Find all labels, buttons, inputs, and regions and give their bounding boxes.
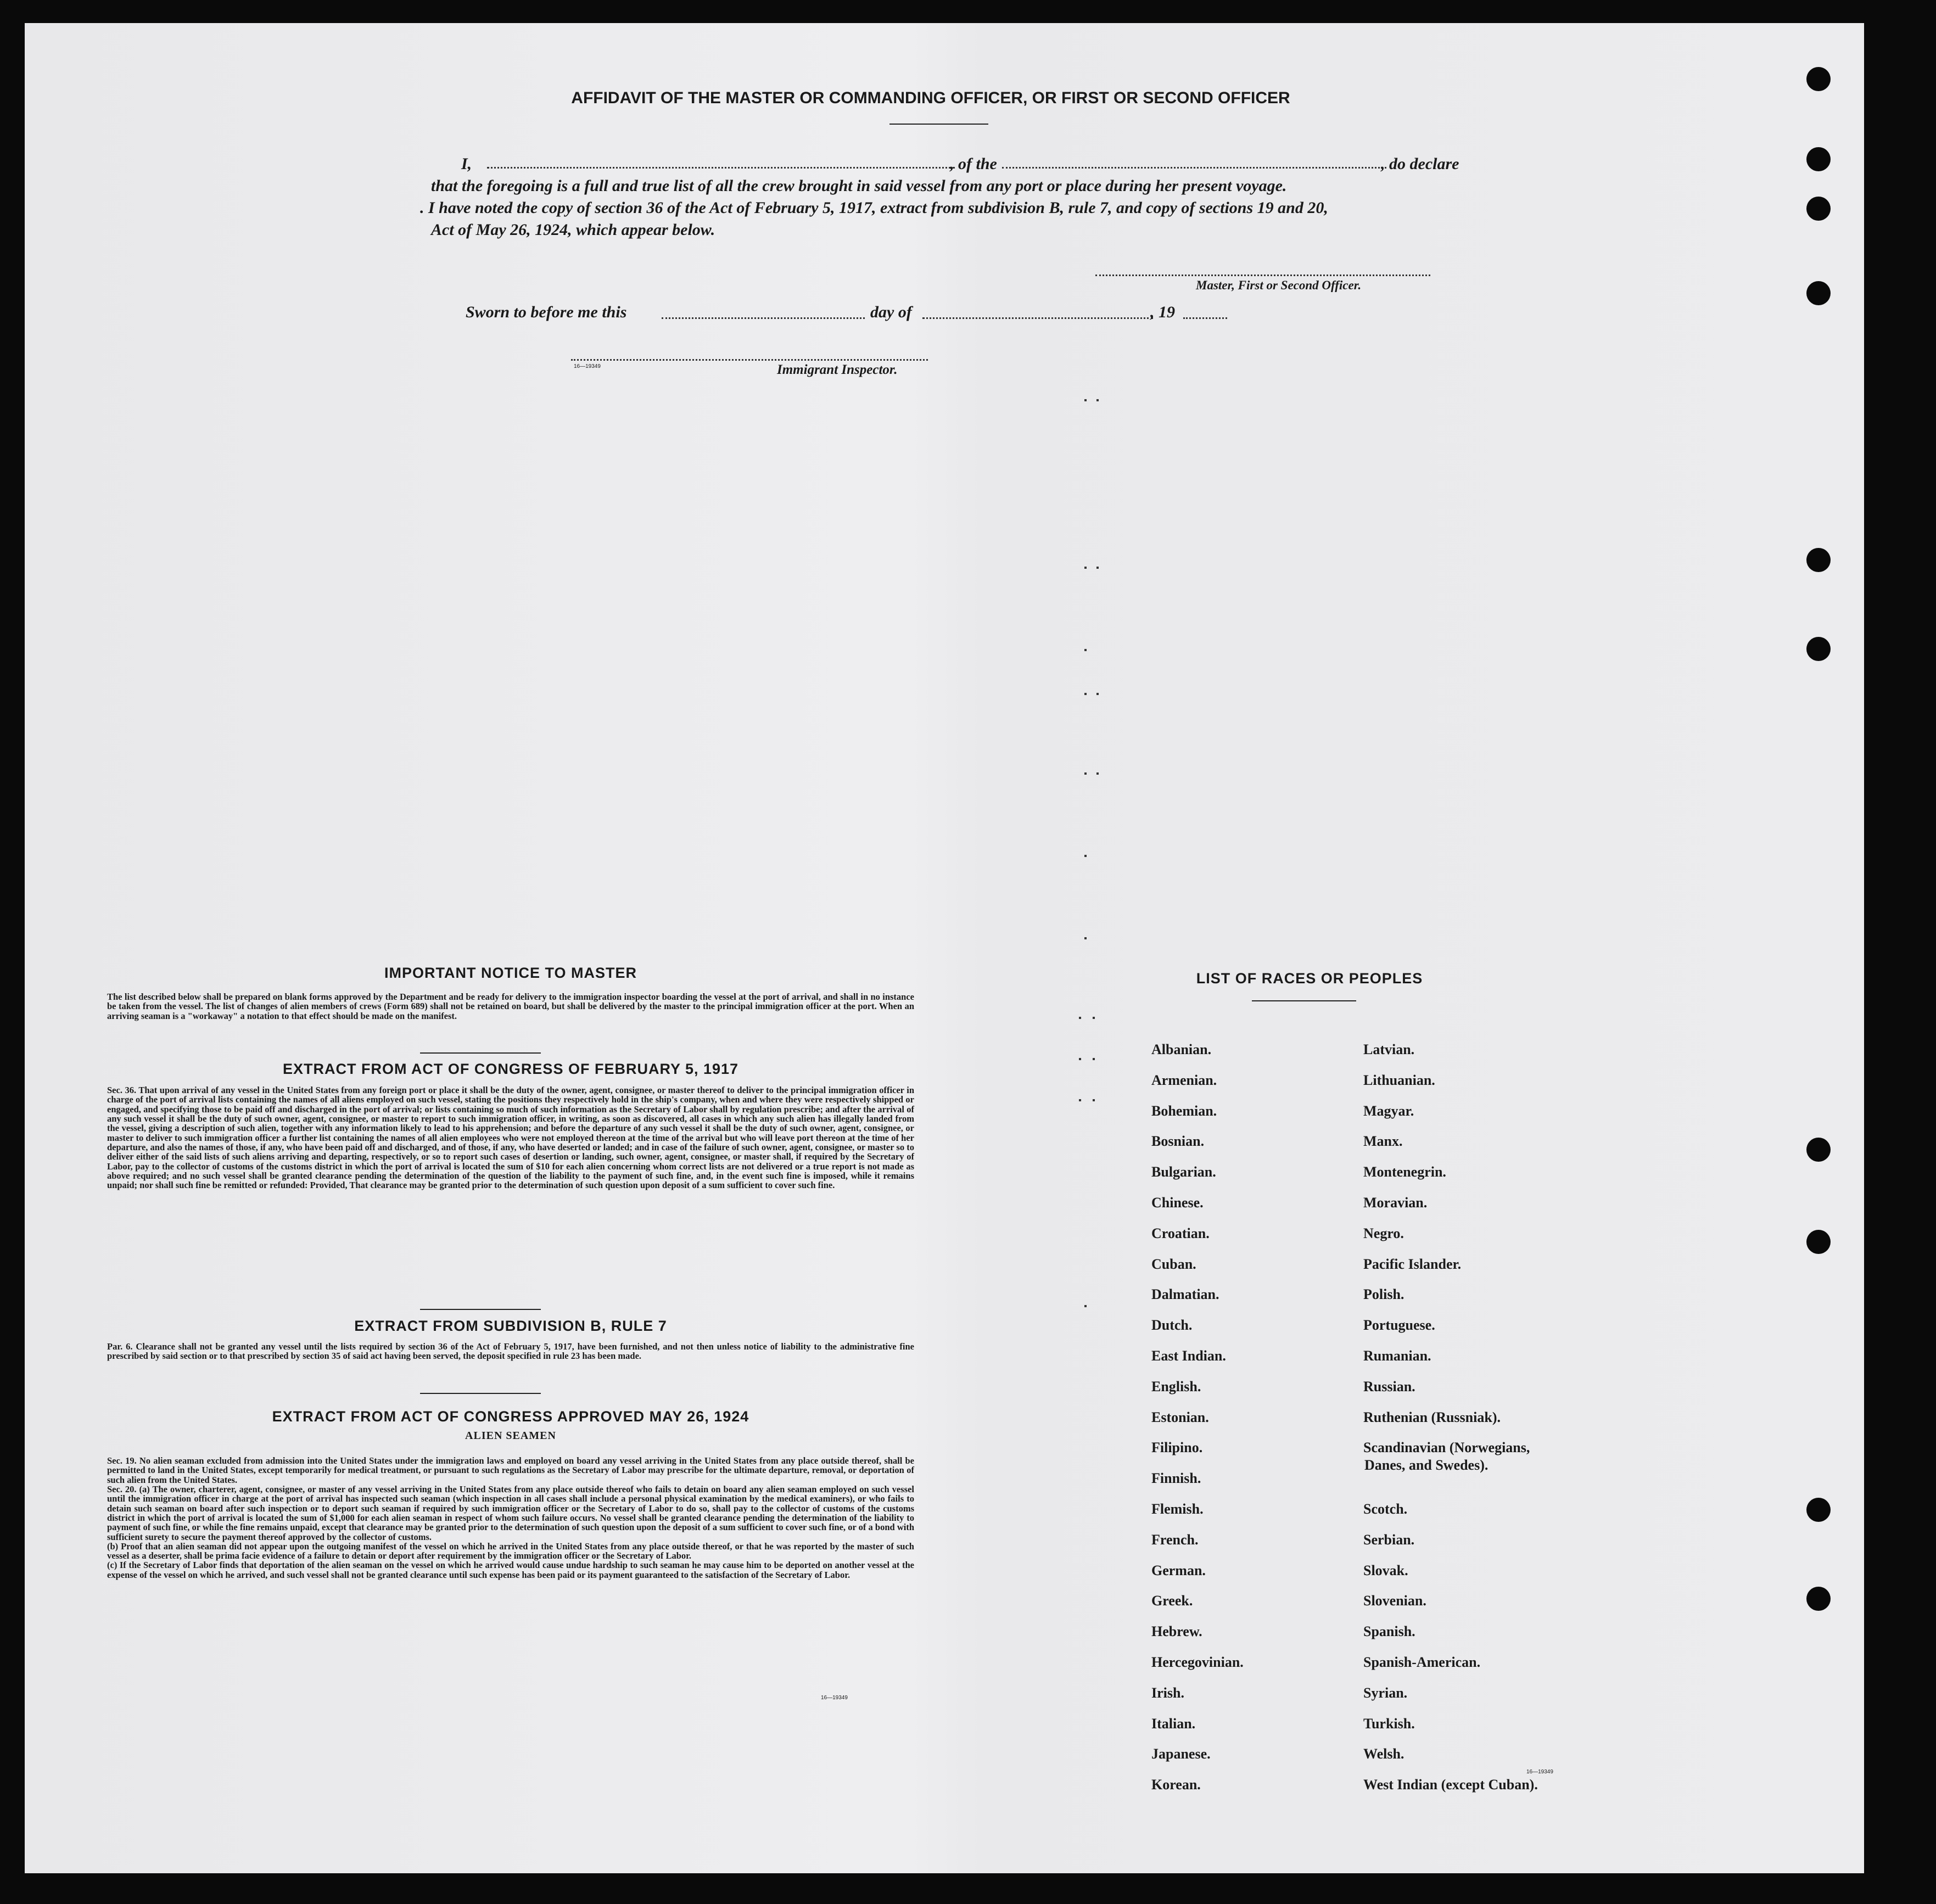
race-item: Welsh. xyxy=(1363,1746,1405,1762)
fold-mark xyxy=(1096,772,1099,775)
section-20a-text: Sec. 20. (a) The owner, charterer, agent, consignee, or master of any vessel arriving in the United States from any place outside thereof who fails to detain on board any alien seaman employed on such vessel until the immigration officer in charge at the port of arrival has inspected such seaman (which inspection in all cases shall include a personal physical examination by the medical examiners), or who fails to detain such seaman on board after such inspection or to deport such seaman if required by such immigration officer or the Secretary of Labor to do so, shall pay to the collector of customs of the customs district in which the port of arrival is located the sum of $1,000 for each alien seaman in respect of whom such failure occurs. No vessel shall be granted clearance pending the determination of the liability to payment of such fine, or while the fine remains unpaid, except that clearance may be granted prior to the determination of such question upon the deposit of a sum sufficient to cover such fine, or of a bond with sufficient surety to secure the payment thereof approved by the collector of customs. xyxy=(107,1483,914,1542)
notice-body xyxy=(107,992,914,1021)
race-item: Lithuanian. xyxy=(1363,1072,1435,1088)
affidavit-line2: that the foregoing is a full and true list of all the crew brought in said vessel from any port or place during her present voyage. xyxy=(431,177,1287,195)
race-item: Scotch. xyxy=(1363,1501,1408,1517)
races-section xyxy=(1145,970,1474,987)
notice-title: IMPORTANT NOTICE TO MASTER xyxy=(384,965,637,981)
inspector-label: Immigrant Inspector. xyxy=(777,362,898,377)
race-item: Spanish-American. xyxy=(1363,1654,1481,1670)
race-item: French. xyxy=(1151,1532,1199,1548)
punch-hole xyxy=(1806,1587,1831,1611)
punch-hole xyxy=(1806,197,1831,221)
fold-mark xyxy=(1096,567,1099,569)
race-item: Croatian. xyxy=(1151,1225,1210,1241)
fold-mark xyxy=(1093,1058,1095,1060)
sworn-label: Sworn to before me this xyxy=(466,303,627,321)
race-item: Dutch. xyxy=(1151,1317,1193,1333)
officer-label: Master, First or Second Officer. xyxy=(1196,278,1362,292)
race-item: Estonian. xyxy=(1151,1409,1209,1425)
section-20b-text: (b) Proof that an alien seaman did not appear upon the outgoing manifest of the vessel on which he arrived in the United States from any place outside thereof, or that he was reported by the master of such vessel as a deserter, shall be prima facie evidence of a failure to detain or deport after requirement by the immigration officer or the Secretary of Labor. xyxy=(107,1541,914,1561)
extract-1924-body xyxy=(107,1456,914,1580)
notice-text: The list described below shall be prepared on blank forms approved by the Department and be ready for delivery to the immigration inspector boarding the vessel at the port of arrival, and shall in no instance be taken from the vessel. The list of changes of alien members of crews (Form 689) shall not be retained on board, but shall be delivered by the master to the principal immigration officer at the port. When an arriving seaman is a "workaway" a notation to that effect should be made on the manifest. xyxy=(107,992,914,1021)
divider-3 xyxy=(420,1393,541,1394)
affidavit-line3: . I have noted the copy of section 36 of the Act of February 5, 1917, extract from subdivision B, rule 7, and copy of sections 19 and 20, xyxy=(420,199,1328,217)
fold-mark xyxy=(1079,1017,1081,1019)
extract-1917-text: Sec. 36. That upon arrival of any vessel in the United States from any foreign port or place it shall be the duty of the owner, agent, consignee, or master thereof to deliver to the principal immigration officer in charge of the port of arrival lists containing the names of all aliens employed on such vessel, stating the positions they respectively hold in the ship's company, when and where they were respectively shipped or engaged, and specifying those to be paid off and discharged in the port of arrival; or lists containing so much of such information as the Secretary of Labor shall by regulation prescribe; and after the arrival of any such vessel it shall be the duty of such owner, agent, consignee, or master to report to such immigration officer, in writing, as soon as discovered, all cases in which any such alien has illegally landed from the vessel, giving a description of such alien, together with any information likely to lead to his apprehension; and before the departure of any such vessel it shall be the duty of such owner, agent, consignee, or master to deliver to such immigration officer a further list containing the names of all alien employees who were not employed thereon at the time of the arrival but who will leave port thereon at the time of her departure, and also the names of those, if any, who have been paid off and discharged, and of those, if any, who have deserted or landed; and in case of the failure of such owner, agent, consignee, or master so to deliver either of the said lists of such aliens arriving and departing, respectively, or so to report such cases of desertion or landing, such owner, agent, consignee, or master shall, if required by the Secretary of Labor, pay to the collector of customs of the customs district in which the port of arrival is located the sum of $10 for each alien concerning whom correct lists are not delivered or a true report is not made as above required; and no such vessel shall be granted clearance pending the determination of the question of the liability to the payment of such fine, and, in the event such fine is imposed, while it remains unpaid; nor shall such fine be remitted or refunded: Provided, That clearance may be granted prior to the determination of such question upon deposit of a sum sufficient to cover such fine. xyxy=(107,1085,914,1191)
name-blank[interactable] xyxy=(487,167,955,169)
punch-hole xyxy=(1806,548,1831,572)
race-item: Scandinavian (Norwegians, xyxy=(1363,1440,1530,1455)
extract-1924-section xyxy=(107,1408,914,1442)
races-title: LIST OF RACES OR PEOPLES xyxy=(1196,970,1423,987)
race-item: Irish. xyxy=(1151,1685,1184,1701)
fold-mark xyxy=(1084,855,1087,857)
race-item: Hebrew. xyxy=(1151,1623,1202,1639)
race-item: Magyar. xyxy=(1363,1103,1414,1119)
race-item: Dalmatian. xyxy=(1151,1286,1219,1302)
fold-mark xyxy=(1084,693,1087,695)
rule7-section xyxy=(107,1318,914,1335)
of-the-label: , of the xyxy=(950,155,997,173)
race-item: West Indian (except Cuban). xyxy=(1363,1777,1538,1793)
race-item: English. xyxy=(1151,1379,1201,1395)
race-item: Greek. xyxy=(1151,1593,1193,1609)
race-item: Moravian. xyxy=(1363,1195,1428,1211)
race-item: Latvian. xyxy=(1363,1041,1415,1057)
punch-hole xyxy=(1806,1498,1831,1522)
fold-mark xyxy=(1084,649,1087,651)
section-20c-text: (c) If the Secretary of Labor finds that deportation of the alien seaman on the vessel on which he arrived would cause undue hardship to such seaman he may cause him to be deported on another vessel at the expense of the vessel on which he arrived, and such vessel shall not be granted clearance until such expense has been paid or its payment guaranteed to the satisfaction of the Secretary of Labor. xyxy=(107,1560,914,1580)
fold-mark xyxy=(1093,1017,1095,1019)
race-item: Pacific Islander. xyxy=(1363,1256,1462,1272)
fold-mark xyxy=(1096,399,1099,401)
affidavit-line4: Act of May 26, 1924, which appear below. xyxy=(431,221,715,239)
race-item: Italian. xyxy=(1151,1716,1196,1732)
officer-signature-blank[interactable] xyxy=(1095,275,1430,276)
race-item: Spanish. xyxy=(1363,1623,1415,1639)
day-of-label: day of xyxy=(870,303,912,321)
punch-hole xyxy=(1806,147,1831,171)
race-item: Portuguese. xyxy=(1363,1317,1435,1333)
race-item: Manx. xyxy=(1363,1133,1403,1149)
race-item: Negro. xyxy=(1363,1225,1404,1241)
extract-1917-body xyxy=(107,1085,914,1190)
notice-section xyxy=(107,965,914,982)
year-label: , 19 xyxy=(1150,303,1175,321)
race-item: Ruthenian (Russniak). xyxy=(1363,1409,1501,1425)
race-item: Polish. xyxy=(1363,1286,1405,1302)
rule7-body xyxy=(107,1342,914,1361)
race-item: Russian. xyxy=(1363,1379,1415,1395)
fold-mark xyxy=(1079,1058,1081,1060)
fold-mark xyxy=(1093,1099,1095,1101)
inspector-signature-blank[interactable] xyxy=(571,359,928,361)
fold-mark xyxy=(1084,937,1087,939)
race-item: Hercegovinian. xyxy=(1151,1654,1244,1670)
extract-1917-section xyxy=(107,1061,914,1078)
extract-1917-title: EXTRACT FROM ACT OF CONGRESS OF FEBRUARY 5, 1917 xyxy=(282,1061,739,1077)
race-item: Bulgarian. xyxy=(1151,1164,1216,1180)
extract-1924-subtitle: ALIEN SEAMEN xyxy=(465,1430,556,1442)
race-item: Chinese. xyxy=(1151,1195,1204,1211)
race-item: Bosnian. xyxy=(1151,1133,1205,1149)
race-item: German. xyxy=(1151,1563,1206,1578)
year-blank[interactable] xyxy=(1183,317,1227,319)
race-item: Albanian. xyxy=(1151,1041,1212,1057)
i-label: I, xyxy=(461,155,472,173)
section-19-text: Sec. 19. No alien seaman excluded from admission into the United States under the immigration laws and employed on board any vessel arriving in the United States from any place outside thereof, shall be permitted to land in the United States, except temporarily for medical treatment, or pursuant to such regulations as the Secretary of Labor may prescribe for the ultimate departure, removal, or deportation of such alien from the United States. xyxy=(107,1455,914,1485)
punch-hole xyxy=(1806,1230,1831,1254)
fold-mark xyxy=(1084,1305,1087,1307)
affidavit-form-code: 16—19349 xyxy=(574,363,601,369)
race-item: Danes, and Swedes). xyxy=(1364,1457,1489,1473)
title-underline xyxy=(889,124,988,125)
day-blank[interactable] xyxy=(662,317,865,319)
divider-1 xyxy=(420,1052,541,1054)
race-item: East Indian. xyxy=(1151,1348,1226,1364)
fold-mark xyxy=(1096,693,1099,695)
punch-hole xyxy=(1806,1138,1831,1162)
race-item: Rumanian. xyxy=(1363,1348,1431,1364)
rule7-title: EXTRACT FROM SUBDIVISION B, RULE 7 xyxy=(354,1318,667,1334)
fold-mark xyxy=(1084,399,1087,401)
race-item: Filipino. xyxy=(1151,1440,1203,1455)
race-item: Armenian. xyxy=(1151,1072,1217,1088)
extract-1924-title: EXTRACT FROM ACT OF CONGRESS APPROVED MAY 26, 1924 xyxy=(272,1408,749,1425)
race-item: Bohemian. xyxy=(1151,1103,1217,1119)
fold-mark xyxy=(1079,1099,1081,1101)
race-item: Syrian. xyxy=(1363,1685,1408,1701)
punch-hole xyxy=(1806,281,1831,305)
fold-mark xyxy=(1084,567,1087,569)
extract-form-code: 16—19349 xyxy=(821,1695,848,1701)
race-item: Japanese. xyxy=(1151,1746,1211,1762)
affidavit-title: AFFIDAVIT OF THE MASTER OR COMMANDING OFFICER, OR FIRST OR SECOND OFFICER xyxy=(571,89,1290,107)
race-item: Flemish. xyxy=(1151,1501,1204,1517)
race-item: Serbian. xyxy=(1363,1532,1415,1548)
race-item: Turkish. xyxy=(1363,1716,1415,1732)
document-sheet xyxy=(25,23,1864,1873)
rule7-text: Par. 6. Clearance shall not be granted any vessel until the lists required by section 36 of the Act of February 5, 1917, have been furnished, and not then unless notice of liability to the administrative fine prescribed by said section or to that prescribed by section 35 of said act having been served, the deposit specified in rule 23 has been made. xyxy=(107,1341,914,1362)
race-item: Slovenian. xyxy=(1363,1593,1426,1609)
race-item: Korean. xyxy=(1151,1777,1201,1793)
punch-hole xyxy=(1806,67,1831,91)
month-blank[interactable] xyxy=(922,317,1153,319)
race-item: Slovak. xyxy=(1363,1563,1408,1578)
races-underline xyxy=(1252,1000,1356,1001)
fold-mark xyxy=(1084,772,1087,775)
race-item: Montenegrin. xyxy=(1363,1164,1446,1180)
punch-hole xyxy=(1806,637,1831,661)
race-item: Cuban. xyxy=(1151,1256,1196,1272)
race-item: Finnish. xyxy=(1151,1470,1201,1486)
divider-2 xyxy=(420,1309,541,1310)
races-form-code: 16—19349 xyxy=(1526,1769,1553,1775)
do-declare-label: , do declare xyxy=(1381,155,1459,173)
vessel-blank[interactable] xyxy=(1002,167,1386,169)
